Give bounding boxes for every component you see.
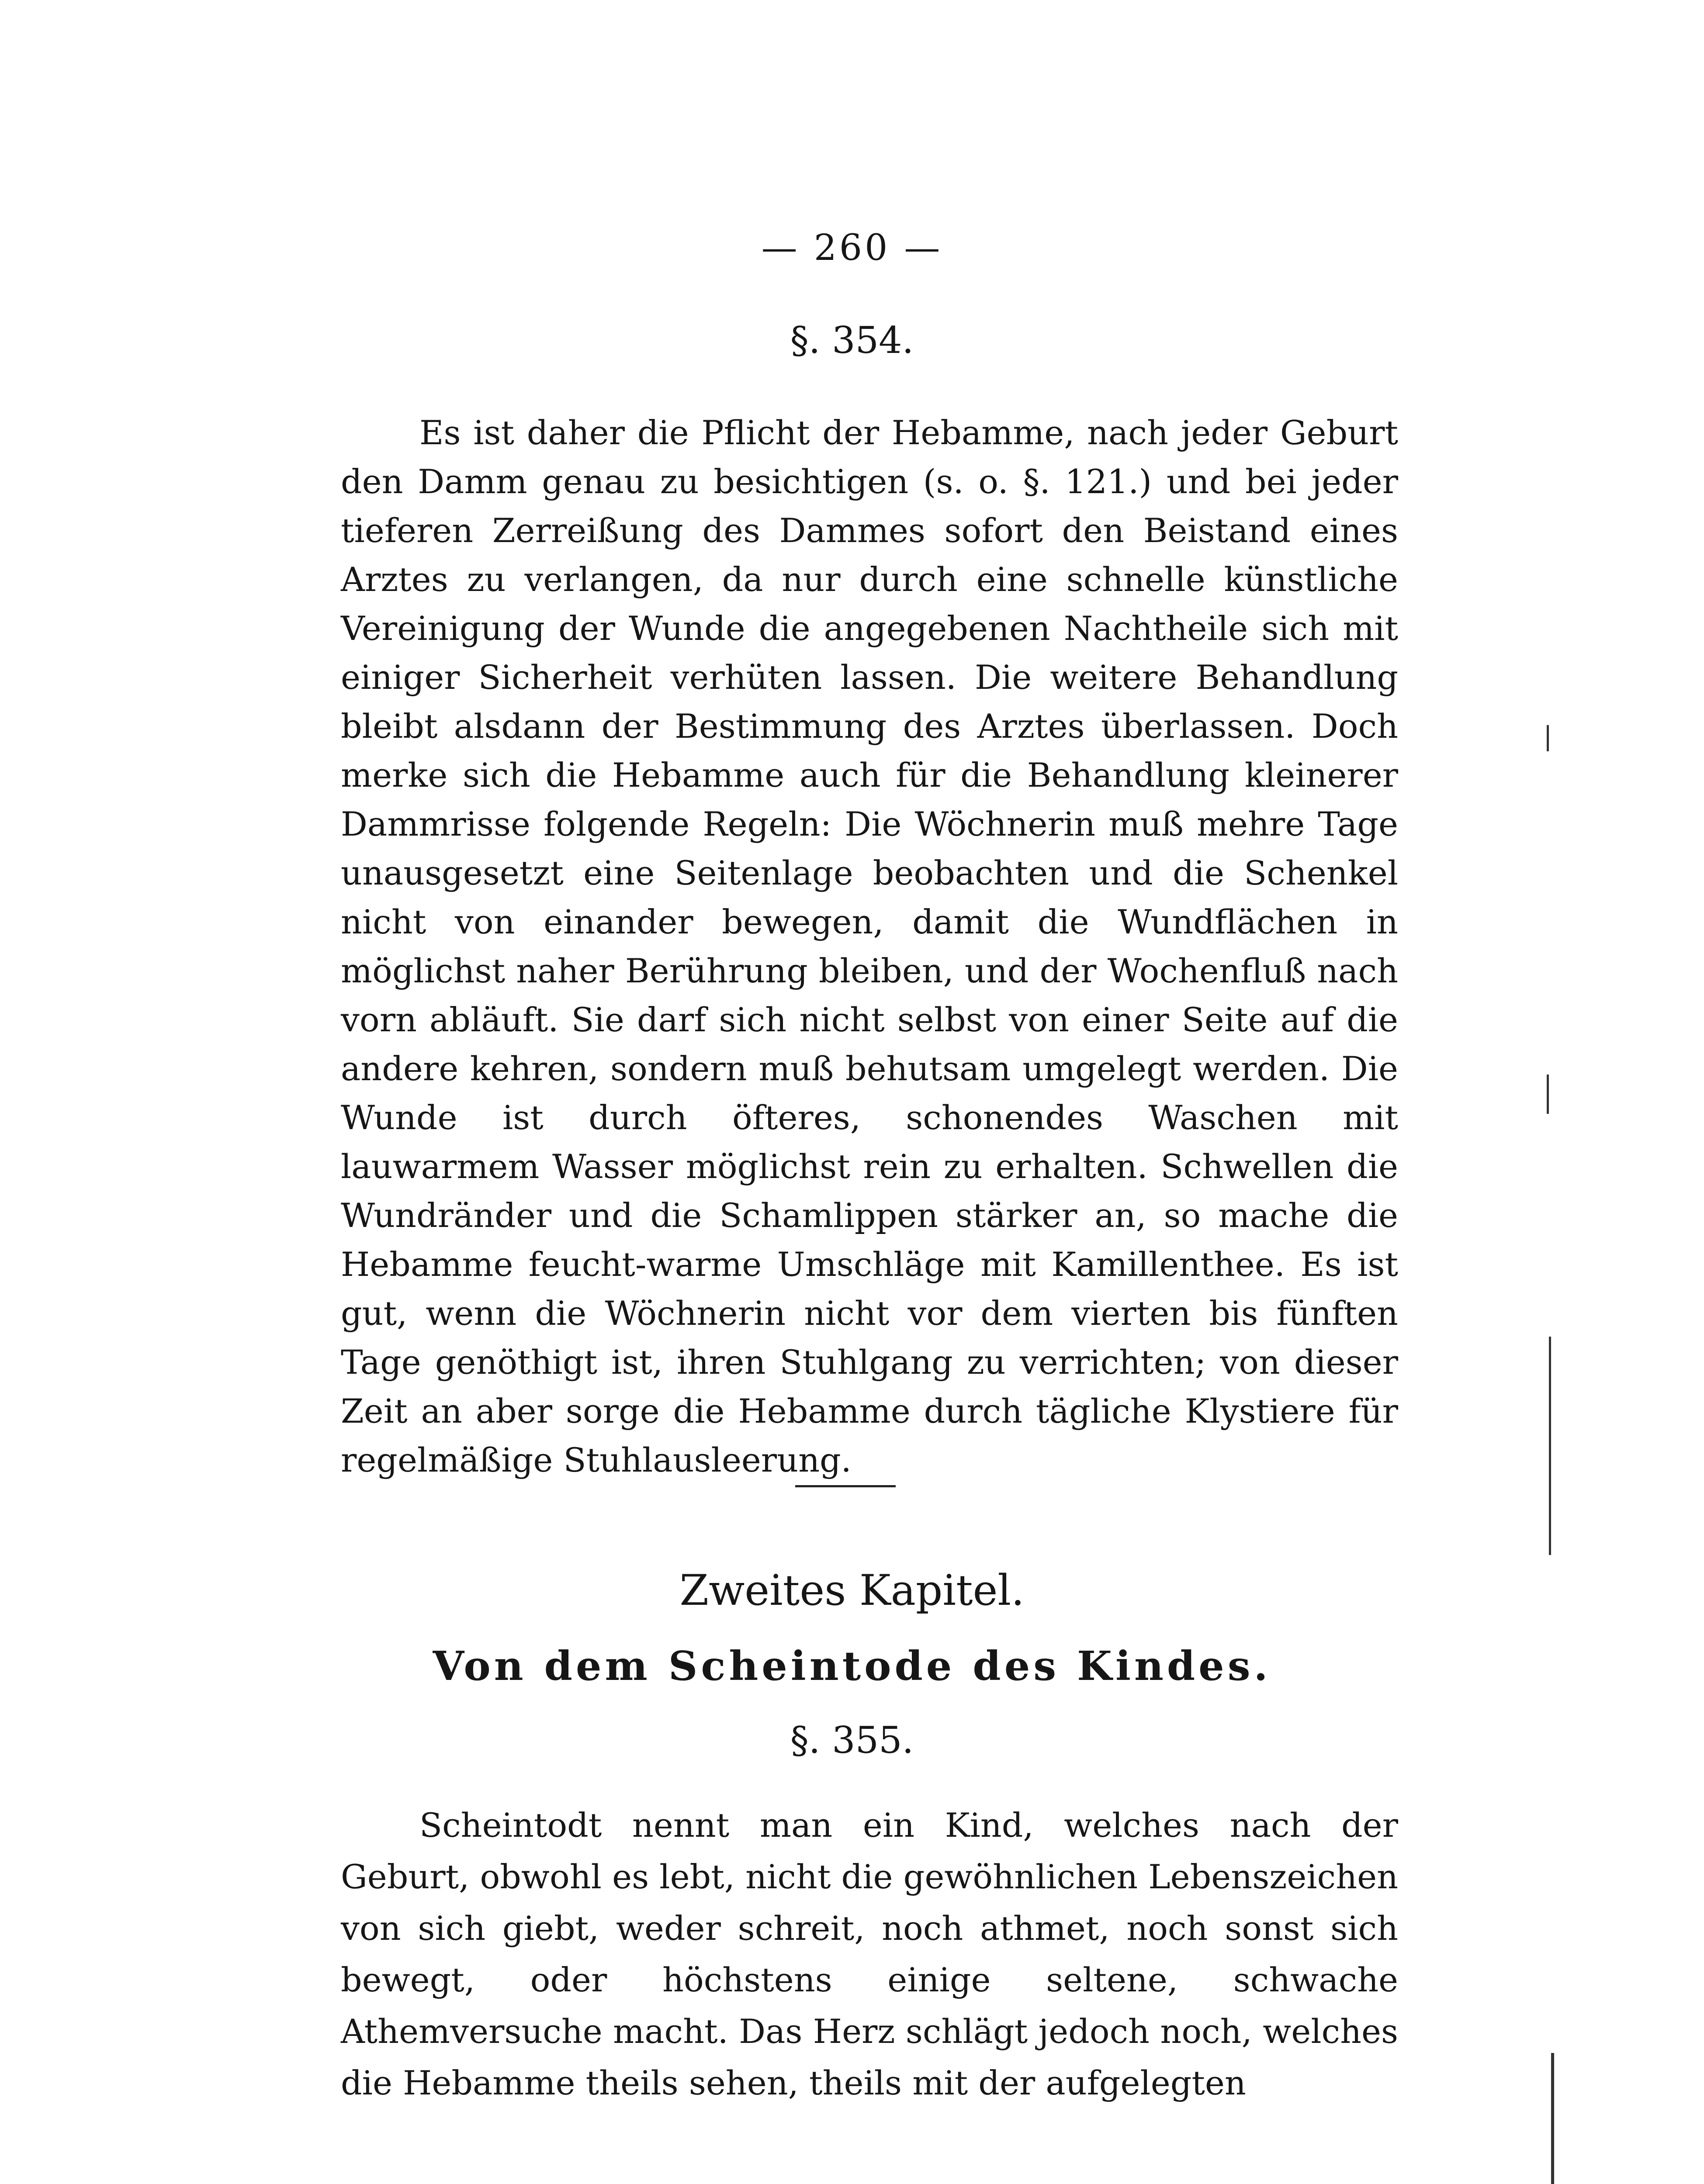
chapter-title: Zweites Kapitel. — [679, 1566, 1025, 1615]
paragraph: Es ist daher die Pflicht der Hebamme, nach jeder Geburt den Damm genau zu besichtigen (s. o. §. 121.) und bei jeder tieferen Zerreißung des Dammes sofort den Beistand eines Arztes zu verlangen, da nur durch eine schnelle künstliche Vereinigung der Wunde die angegebenen Nachtheile sich mit einiger Sicherheit verhüten lassen. Die weitere Behandlung bleibt alsdann der Bestimmung des Arztes überlassen. Doch merke sich die Hebamme auch für die Behandlung kleinerer Dammrisse folgende Regeln: Die Wöchnerin muß mehre Tage unausgesetzt eine Seitenlage beobachten und die Schenkel nicht von einander bewegen, damit die Wundflächen in möglichst naher Berührung bleiben, und der Wochenfluß nach vorn abläuft. Sie darf sich nicht selbst von einer Seite auf die andere kehren, sondern muß behutsam umgelegt werden. Die Wunde ist durch öfteres, schonendes Waschen mit lauwarmem Wasser möglichst rein zu erhalten. Schwellen die Wundränder und die Schamlippen stärker an, so mache die Hebamme feucht-warme Umschläge mit Kamillenthee. Es ist gut, wenn die Wöchnerin nicht vor dem vierten bis fünften Tage genöthigt ist, ihren Stuhlgang zu verrichten; von dieser Zeit an aber sorge die Hebamme durch tägliche Klystiere für regelmäßige Stuhlausleerung. — [341, 413, 1398, 1479]
section-354-body — [341, 408, 1398, 1485]
section-355-body — [341, 1800, 1398, 2109]
section-number-354: §. 354. — [790, 319, 914, 362]
scan-edge-mark — [1547, 725, 1549, 751]
scan-edge-mark — [1551, 2053, 1554, 2184]
page-number: — 260 — — [761, 227, 943, 269]
scan-edge-mark — [1549, 1337, 1551, 1555]
chapter-subtitle: Von dem Scheintode des Kindes. — [433, 1642, 1271, 1690]
section-number-355: §. 355. — [790, 1719, 914, 1762]
section-divider-rule — [795, 1485, 896, 1487]
paragraph: Scheintodt nennt man ein Kind, welches nach der Geburt, obwohl es lebt, nicht die gewöhnlichen Lebenszeichen von sich giebt, weder schreit, noch athmet, noch sonst sich bewegt, oder höchstens einige seltene, schwache Athemversuche macht. Das Herz schlägt jedoch noch, welches die Hebamme theils sehen, theils mit der aufgelegten — [341, 1806, 1398, 2102]
scan-edge-mark — [1547, 1075, 1549, 1114]
